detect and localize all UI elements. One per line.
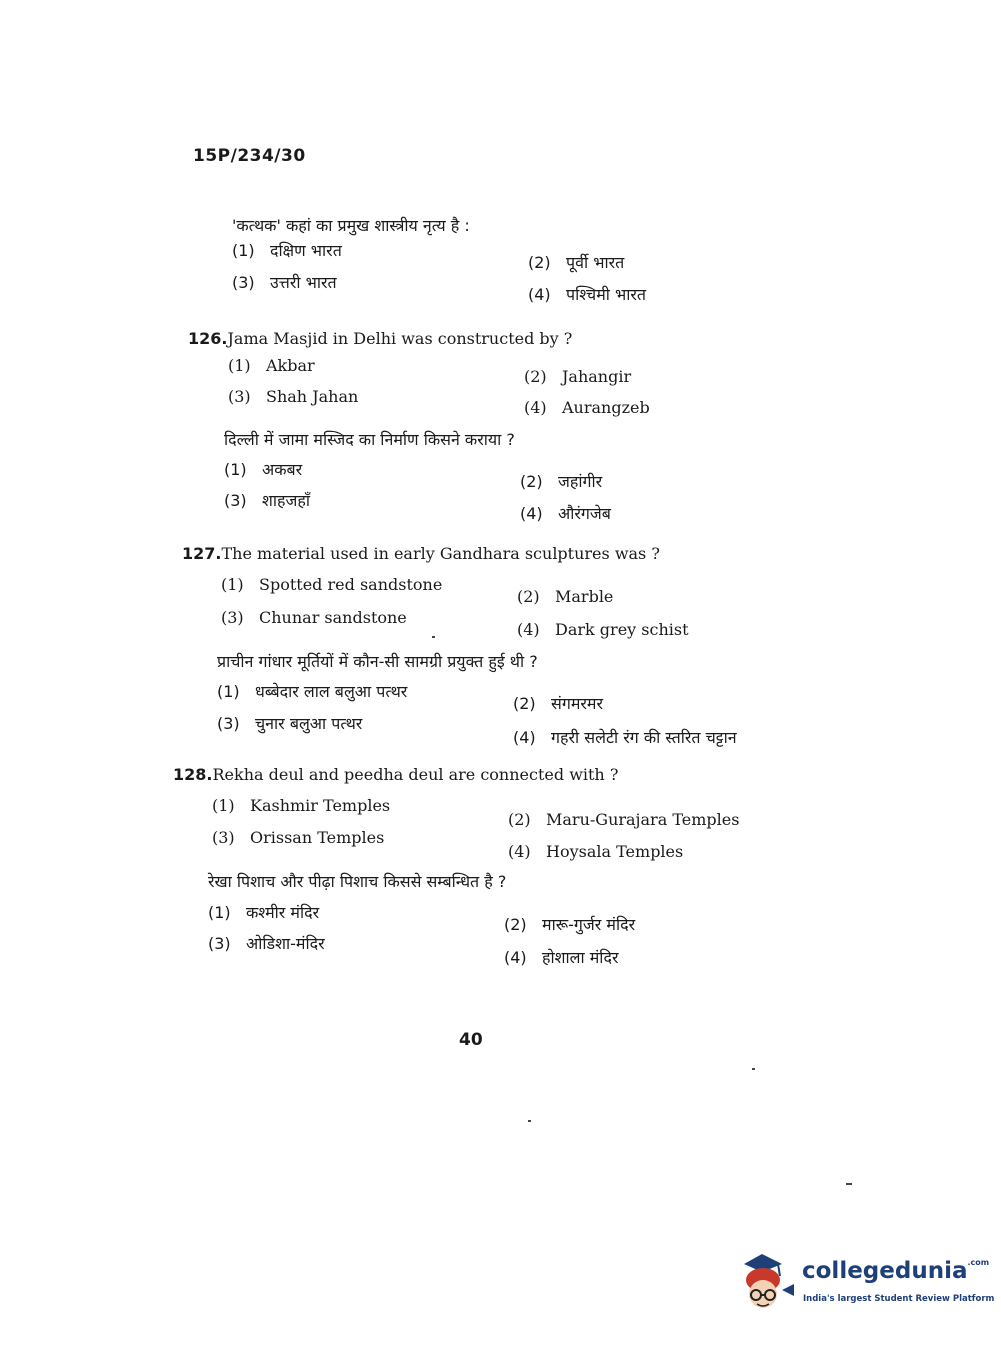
- scan-speck: [846, 1183, 852, 1185]
- mascot-icon: [742, 1250, 802, 1312]
- logo-tagline: India's largest Student Review Platform: [803, 1294, 995, 1304]
- question-text-hi: दिल्ली में जामा मस्जिद का निर्माण किसने कराया ?: [224, 430, 515, 449]
- question-number: 128.: [173, 765, 213, 784]
- option-3: (3) Chunar sandstone: [221, 608, 407, 627]
- option-3: (3) उत्तरी भारत: [232, 273, 337, 292]
- option-1-hi: (1) धब्बेदार लाल बलुआ पत्थर: [217, 682, 408, 701]
- option-2: (2) Maru-Gurajara Temples: [508, 810, 740, 829]
- scan-speck: [752, 1068, 755, 1070]
- question-number: 126.: [188, 329, 228, 348]
- option-2: (2) पूर्वी भारत: [528, 253, 625, 272]
- option-4-hi: (4) होशाला मंदिर: [504, 948, 619, 967]
- scan-speck: [432, 636, 435, 638]
- paper-code: 15P/234/30: [193, 146, 306, 166]
- option-4: (4) Dark grey schist: [517, 620, 689, 639]
- option-2-hi: (2) मारू-गुर्जर मंदिर: [504, 915, 636, 934]
- option-4-hi: (4) गहरी सलेटी रंग की स्तरित चट्टान: [513, 728, 737, 747]
- option-4: (4) Hoysala Temples: [508, 842, 684, 861]
- option-1-hi: (1) कश्मीर मंदिर: [208, 903, 320, 922]
- option-2-hi: (2) जहांगीर: [520, 472, 603, 491]
- option-2-hi: (2) संगमरमर: [513, 694, 604, 713]
- question-text-en: 126.Jama Masjid in Delhi was constructed by ?: [188, 329, 573, 348]
- option-1: (1) Kashmir Temples: [212, 796, 391, 815]
- scan-speck: [528, 1120, 531, 1122]
- option-3-hi: (3) ओडिशा-मंदिर: [208, 934, 325, 953]
- question-text-hi: 'कत्थक' कहां का प्रमुख शास्त्रीय नृत्य है :: [232, 216, 470, 235]
- page-number: 40: [459, 1030, 483, 1050]
- option-1: (1) दक्षिण भारत: [232, 241, 342, 260]
- option-1: (1) Spotted red sandstone: [221, 575, 443, 594]
- logo-name: collegedunia$^{.com}$: [802, 1258, 990, 1284]
- option-4: (4) Aurangzeb: [524, 398, 650, 417]
- option-2: (2) Marble: [517, 587, 614, 606]
- question-text-hi: रेखा पिशाच और पीढ़ा पिशाच किससे सम्बन्धित है ?: [208, 872, 507, 891]
- option-3: (3) Orissan Temples: [212, 828, 385, 847]
- option-3-hi: (3) शाहजहाँ: [224, 491, 311, 510]
- question-text-hi: प्राचीन गांधार मूर्तियों में कौन-सी सामग्री प्रयुक्त हुई थी ?: [217, 652, 538, 671]
- collegedunia-logo: [742, 1250, 995, 1312]
- question-number: 127.: [182, 544, 222, 563]
- option-3: (3) Shah Jahan: [228, 387, 359, 406]
- option-3-hi: (3) चुनार बलुआ पत्थर: [217, 714, 363, 733]
- option-2: (2) Jahangir: [524, 367, 632, 386]
- option-4: (4) पश्चिमी भारत: [528, 285, 647, 304]
- question-text-en: 128.Rekha deul and peedha deul are connected with ?: [173, 765, 619, 784]
- question-text-en: 127.The material used in early Gandhara sculptures was ?: [182, 544, 660, 563]
- option-4-hi: (4) औरंगजेब: [520, 504, 611, 523]
- option-1: (1) Akbar: [228, 356, 315, 375]
- option-1-hi: (1) अकबर: [224, 460, 303, 479]
